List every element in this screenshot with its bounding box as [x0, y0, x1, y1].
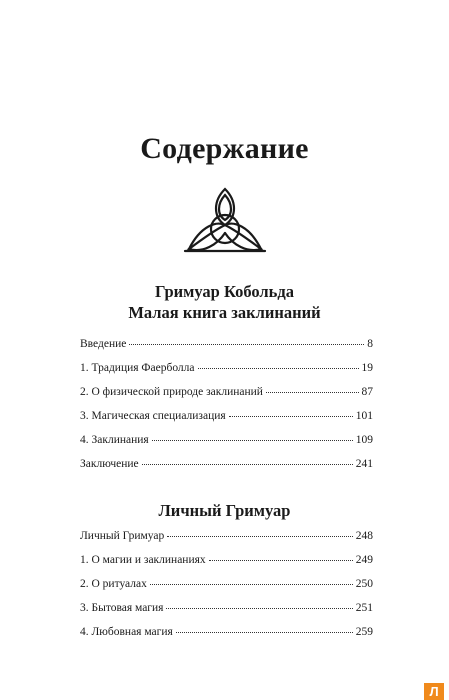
toc-entry-page: 249 [355, 554, 373, 566]
toc-entry[interactable] [80, 528, 373, 544]
toc-leader-dots [209, 550, 353, 561]
toc-entry[interactable] [80, 408, 373, 424]
toc-entry-label: 1. О магии и заклинаниях [80, 554, 206, 566]
toc-entry-label: 1. Традиция Фаерболла [80, 362, 195, 374]
toc-entry[interactable] [80, 336, 373, 352]
toc-leader-dots [150, 574, 353, 585]
toc-entry-page: 19 [361, 362, 373, 374]
publisher-logo: Л [424, 683, 444, 700]
toc-entry-page: 101 [355, 410, 373, 422]
toc-leader-dots [198, 358, 359, 369]
toc-entry-page: 109 [355, 434, 373, 446]
toc-entry-label: 3. Магическая специализация [80, 410, 226, 422]
section-2-title: Личный Гримуар [158, 501, 291, 520]
toc-entry[interactable] [80, 624, 373, 640]
toc-leader-dots [129, 334, 364, 345]
toc-entry-page: 251 [355, 602, 373, 614]
toc-entry-page: 248 [355, 530, 373, 542]
toc-entry-page: 8 [367, 338, 373, 350]
toc-leader-dots [152, 430, 353, 441]
toc-entry[interactable] [80, 384, 373, 400]
toc-entry-page: 250 [355, 578, 373, 590]
toc-leader-dots [166, 598, 352, 609]
toc-entry-label: 4. Любовная магия [80, 626, 173, 638]
section-1-title: Гримуар Кобольда [154, 282, 294, 301]
toc-entry[interactable] [80, 552, 373, 568]
toc-entry-page: 87 [361, 386, 373, 398]
toc-leader-dots [167, 526, 353, 537]
toc-entry-label: Личный Гримуар [80, 530, 165, 542]
toc-entry-label: Заключение [80, 458, 139, 470]
toc-entry-label: Введение [80, 338, 127, 350]
toc-entry-label: 2. О ритуалах [80, 578, 147, 590]
section-1-subtitle: Малая книга заклинаний [128, 303, 321, 322]
toc-entry-page: 241 [355, 458, 373, 470]
toc-entry[interactable] [80, 456, 373, 472]
page-title: Содержание [140, 132, 309, 165]
toc-leader-dots [229, 406, 353, 417]
toc-entry[interactable] [80, 600, 373, 616]
celtic-triquetra-knot-icon [183, 185, 267, 255]
toc-leader-dots [266, 382, 359, 393]
toc-entry-label: 2. О физической природе заклинаний [80, 386, 263, 398]
toc-entry-label: 3. Бытовая магия [80, 602, 164, 614]
toc-entry[interactable] [80, 576, 373, 592]
toc-entry[interactable] [80, 360, 373, 376]
toc-entry-page: 259 [355, 626, 373, 638]
toc-leader-dots [142, 454, 353, 465]
toc-leader-dots [176, 622, 353, 633]
toc-entry[interactable] [80, 432, 373, 448]
toc-entry-label: 4. Заклинания [80, 434, 149, 446]
